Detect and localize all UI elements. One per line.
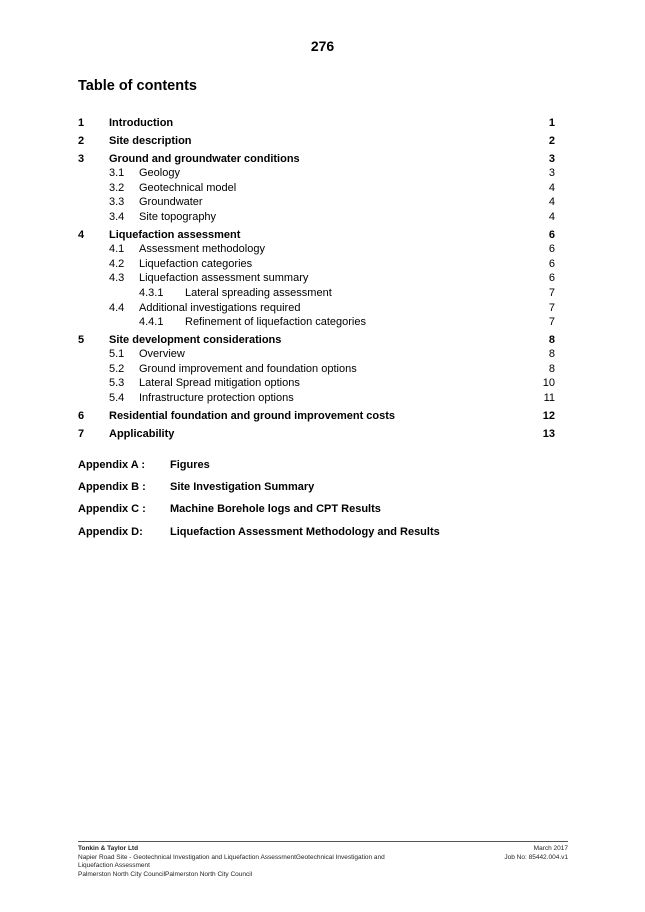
toc-entry-page: 7 [548, 316, 555, 328]
toc-entry-page: 6 [548, 229, 555, 241]
toc-entry-page: 4 [548, 182, 555, 194]
toc-entry-page: 7 [548, 287, 555, 299]
toc-entry-number: 3 [78, 153, 85, 165]
toc-entry-number: 1 [78, 117, 85, 129]
toc-entry-number: 4.4 [109, 302, 125, 314]
toc-entry-title: Geology [139, 167, 180, 179]
toc-entry-title: Assessment methodology [139, 243, 265, 255]
toc-entry-page: 12 [542, 410, 555, 422]
toc-entry[interactable] [78, 315, 555, 330]
footer-project-line-continued: Liquefaction Assessment [78, 862, 150, 869]
toc-entry-page: 11 [543, 392, 555, 404]
toc-entry-page: 13 [542, 428, 555, 440]
appendix-label: Appendix B : [78, 481, 146, 493]
toc-entry-title: Groundwater [139, 196, 203, 208]
toc-entry-title: Overview [139, 348, 185, 360]
toc-entry-number: 3.1 [109, 167, 125, 179]
toc-entry-title: Site description [109, 135, 192, 147]
toc-entry-page: 2 [548, 135, 555, 147]
toc-entry-page: 10 [542, 377, 555, 389]
toc-entry[interactable] [78, 210, 555, 225]
toc-entry[interactable] [78, 195, 555, 210]
toc-entry-page: 7 [548, 302, 555, 314]
appendix-title: Liquefaction Assessment Methodology and Results [170, 526, 440, 538]
footer-project-line: Napier Road Site - Geotechnical Investigation and Liquefaction AssessmentGeotechnical Investigation and [78, 853, 385, 861]
toc-entry[interactable] [78, 301, 555, 316]
appendix-entry[interactable] [78, 502, 555, 517]
footer-left [78, 845, 418, 879]
toc-entry-page: 4 [548, 211, 555, 223]
toc-entry-page: 3 [548, 167, 555, 179]
toc-entry-title: Residential foundation and ground improvement costs [109, 410, 396, 422]
toc-entry-number: 5.4 [109, 392, 125, 404]
toc-entry-number: 3.2 [109, 182, 125, 194]
toc-entry-number: 4.4.1 [139, 316, 164, 328]
toc-entry-number: 4.3.1 [139, 287, 164, 299]
toc-entry-page: 4 [548, 196, 555, 208]
toc-entry-page: 6 [548, 243, 555, 255]
toc-entry-page: 3 [548, 153, 555, 165]
appendix-title: Site Investigation Summary [170, 481, 315, 493]
footer-client: Palmerston North City CouncilPalmerston North City Council [78, 870, 253, 878]
toc-entry[interactable] [78, 286, 555, 301]
toc-entry[interactable] [78, 152, 555, 167]
toc-entry-number: 4.2 [109, 258, 125, 270]
appendix-label: Appendix D: [78, 526, 143, 538]
toc-entry-title: Ground improvement and foundation options [139, 363, 357, 375]
toc-entry[interactable] [78, 427, 555, 442]
toc-heading: Table of contents [78, 78, 197, 94]
toc-entry-title: Lateral Spread mitigation options [139, 377, 300, 389]
toc-entry-title: Applicability [109, 428, 175, 440]
toc-entry-number: 7 [78, 428, 85, 440]
appendix-label: Appendix C : [78, 503, 146, 515]
page-number: 276 [310, 38, 335, 54]
toc-entry-number: 3.3 [109, 196, 125, 208]
toc-entry-number: 5.1 [109, 348, 125, 360]
footer-divider [78, 841, 568, 842]
toc-entry-number: 6 [78, 410, 85, 422]
toc-entry-page: 8 [548, 348, 555, 360]
toc-entry[interactable] [78, 181, 555, 196]
toc-entry-title: Ground and groundwater conditions [109, 153, 300, 165]
toc-entry-number: 4 [78, 229, 85, 241]
toc-entry-title: Liquefaction categories [139, 258, 253, 270]
toc-entry[interactable] [78, 347, 555, 362]
toc-entry-title: Geotechnical model [139, 182, 237, 194]
toc-entry[interactable] [78, 134, 555, 149]
toc-entry-page: 8 [548, 334, 555, 346]
toc-entry-number: 4.3 [109, 272, 125, 284]
appendix-entry[interactable] [78, 525, 555, 540]
toc-entry-title: Refinement of liquefaction categories [185, 316, 366, 328]
footer-right [504, 845, 568, 862]
toc-entry-page: 6 [548, 272, 555, 284]
toc-entry[interactable] [78, 242, 555, 257]
footer-job-number: Job No: 85442.004.v1 [504, 853, 568, 861]
toc-entry[interactable] [78, 333, 555, 348]
toc-entry-title: Infrastructure protection options [139, 392, 294, 404]
toc-entry-number: 5.3 [109, 377, 125, 389]
toc-entry-title: Lateral spreading assessment [185, 287, 332, 299]
toc-entry-number: 5 [78, 334, 85, 346]
toc-entry[interactable] [78, 391, 555, 406]
appendix-title: Figures [170, 459, 210, 471]
footer-company: Tonkin & Taylor Ltd [78, 845, 139, 852]
appendix-entry[interactable] [78, 480, 555, 495]
toc-entry-title: Liquefaction assessment [109, 229, 241, 241]
toc-entry-title: Introduction [109, 117, 174, 129]
toc-entry[interactable] [78, 409, 555, 424]
toc-entry[interactable] [78, 116, 555, 131]
toc-entry[interactable] [78, 166, 555, 181]
toc-entry-number: 3.4 [109, 211, 125, 223]
toc-entry-title: Liquefaction assessment summary [139, 272, 309, 284]
toc-entry[interactable] [78, 376, 555, 391]
toc-entry[interactable] [78, 228, 555, 243]
toc-entry-title: Site topography [139, 211, 217, 223]
toc-entry-number: 2 [78, 135, 85, 147]
appendix-label: Appendix A : [78, 459, 146, 471]
toc-entry-page: 8 [548, 363, 555, 375]
toc-entry-number: 4.1 [109, 243, 125, 255]
toc-entry-page: 6 [548, 258, 555, 270]
toc-entry-title: Additional investigations required [139, 302, 301, 314]
toc-entry[interactable] [78, 362, 555, 377]
toc-entry[interactable] [78, 271, 555, 286]
appendix-entry[interactable] [78, 458, 555, 473]
toc-entry-title: Site development considerations [109, 334, 282, 346]
footer-date: March 2017 [533, 845, 568, 852]
toc-entry-number: 5.2 [109, 363, 125, 375]
toc-entry[interactable] [78, 257, 555, 272]
toc-entry-page: 1 [548, 117, 555, 129]
appendix-title: Machine Borehole logs and CPT Results [170, 503, 381, 515]
